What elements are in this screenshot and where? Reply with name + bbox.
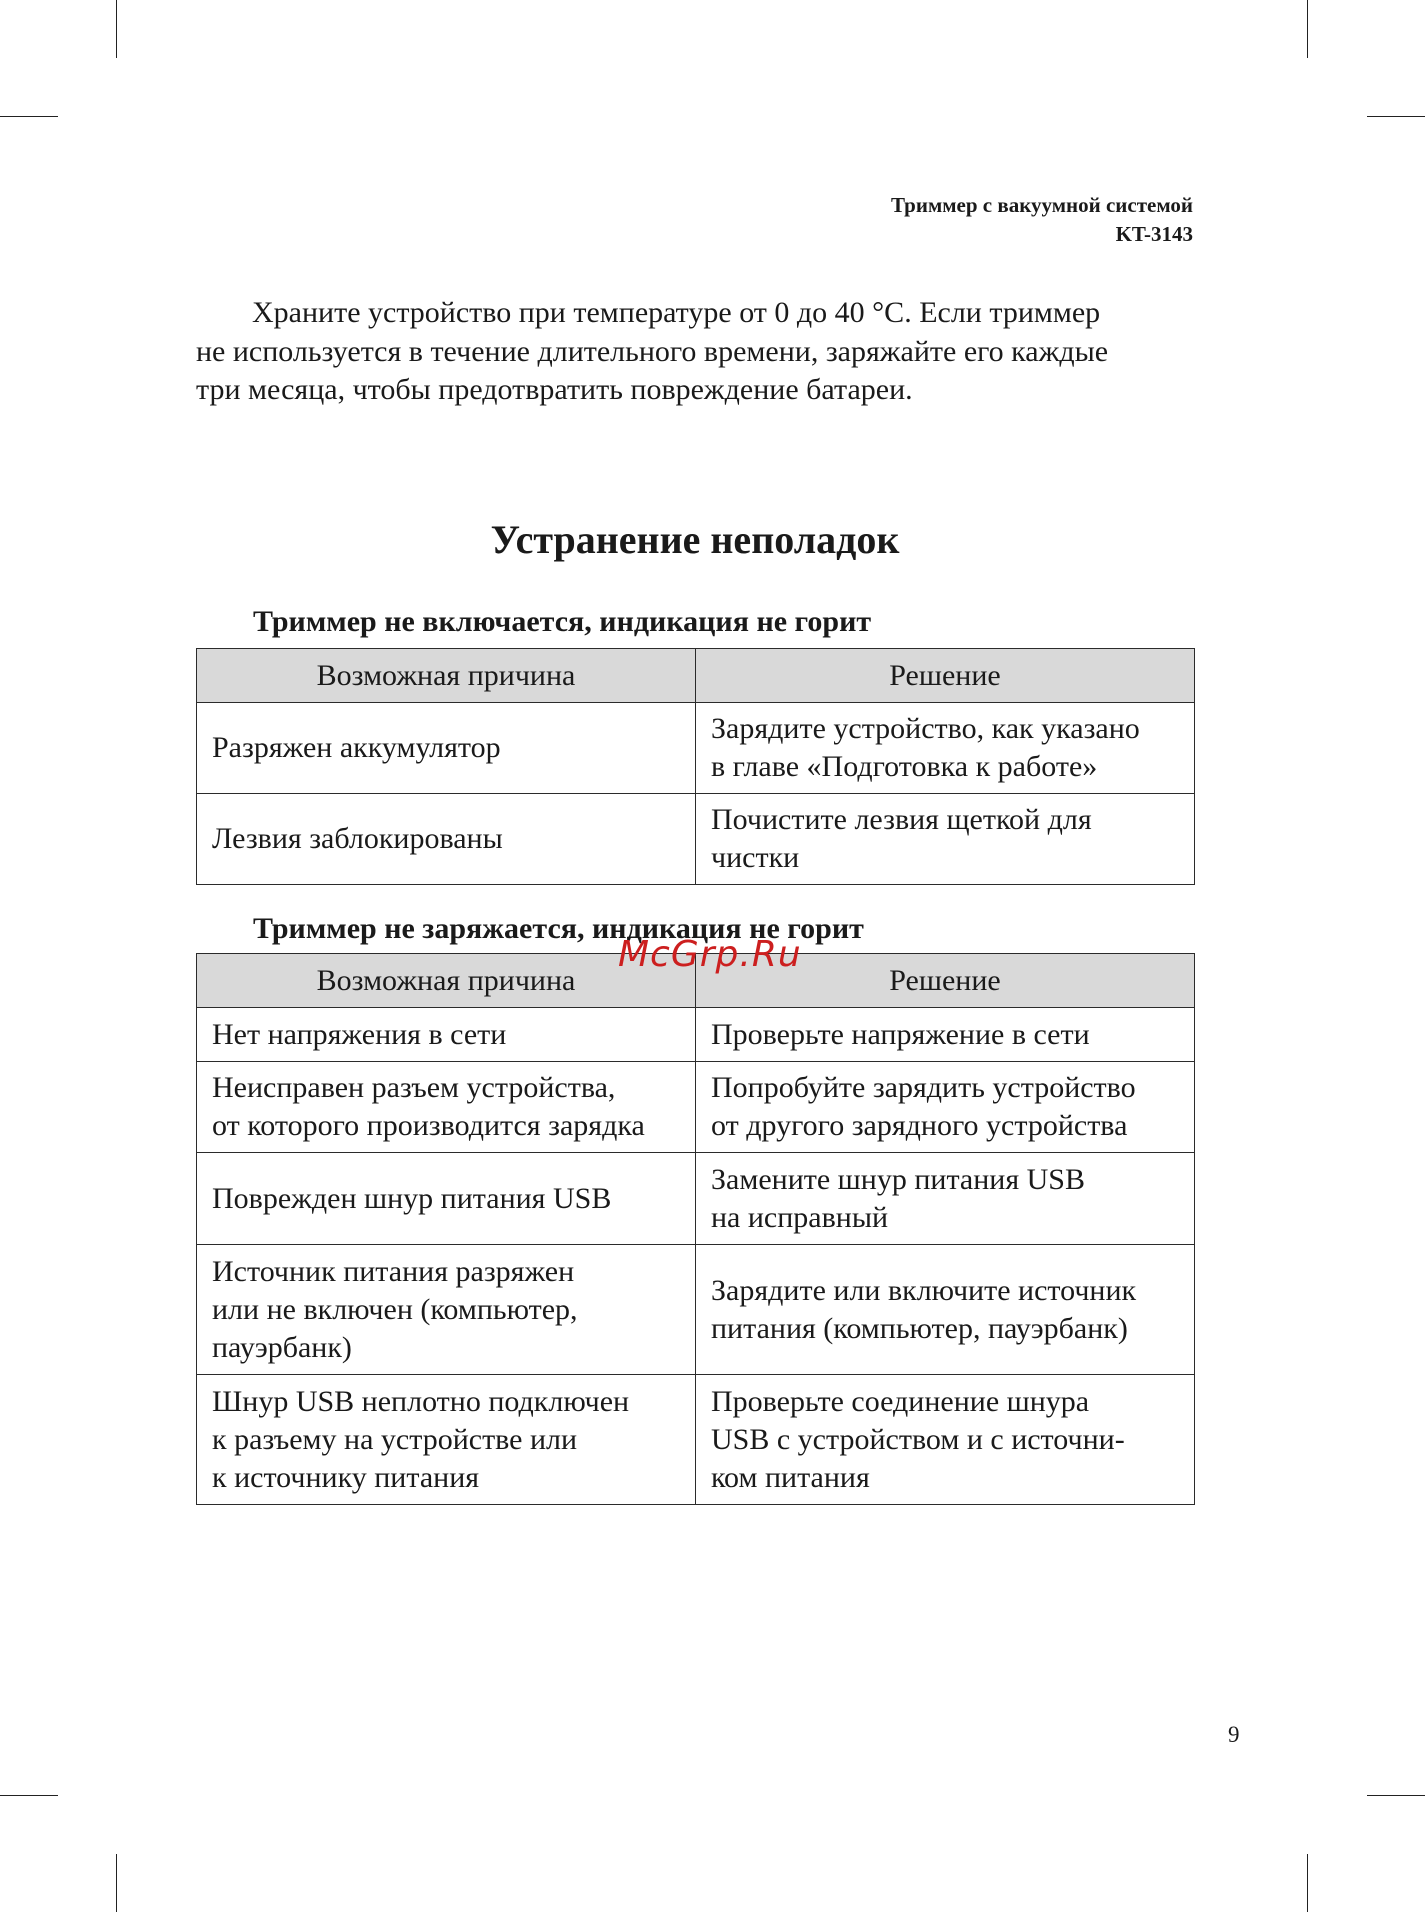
crop-mark [1367, 116, 1425, 117]
cell-line: Зарядите или включите источник [711, 1273, 1137, 1307]
cell-line: Почистите лезвия щеткой для [711, 803, 1092, 836]
intro-line: Храните устройство при температуре от 0 до 40 °C. Если триммер [252, 296, 1101, 329]
troubleshooting-table-charging [196, 953, 1195, 1505]
table-row [197, 703, 1195, 794]
cell-line: Разряжен аккумулятор [212, 731, 501, 764]
intro-paragraph [196, 294, 1196, 410]
cell-line: к источнику питания [212, 1460, 480, 1494]
cause-cell [197, 1245, 696, 1375]
cell-line: чистки [711, 841, 800, 874]
crop-mark [1307, 1854, 1308, 1912]
cause-cell [197, 1153, 696, 1245]
cell-line: Источник питания разряжен [212, 1254, 575, 1288]
cause-cell [197, 1062, 696, 1153]
intro-line: не используется в течение длительного времени, заряжайте его каждые [196, 334, 1109, 368]
cell-line: Проверьте соединение шнура [711, 1384, 1090, 1418]
cell-line: Замените шнур питания USB [711, 1162, 1086, 1196]
section-title: Устранение неполадок [490, 517, 900, 562]
cell-line: Шнур USB неплотно подключен [212, 1384, 630, 1418]
product-title: Триммер с вакуумной системой [890, 193, 1193, 217]
cause-cell [197, 794, 696, 885]
cell-line: Проверьте напряжение в сети [711, 1017, 1090, 1051]
cell-line: к разъему на устройстве или [212, 1422, 578, 1456]
cell-line: USB с устройством и с источни- [711, 1422, 1125, 1456]
crop-mark [0, 116, 58, 117]
column-header-cause: Возможная причина [197, 954, 696, 1008]
solution-cell [696, 1375, 1195, 1505]
crop-mark [1367, 1795, 1425, 1796]
cause-cell [197, 1375, 696, 1505]
table-row [197, 1153, 1195, 1245]
table-row [197, 1008, 1195, 1062]
solution-cell [696, 703, 1195, 794]
product-model: KT-3143 [1115, 222, 1193, 246]
column-header-solution: Решение [696, 649, 1195, 703]
crop-mark [116, 1854, 117, 1912]
cell-line: от другого зарядного устройства [711, 1109, 1128, 1142]
solution-cell [696, 1062, 1195, 1153]
table-row [197, 1062, 1195, 1153]
troubleshooting-table-power [196, 648, 1195, 885]
watermark: McGrp.Ru [618, 934, 802, 975]
cell-line: питания (компьютер, пауэрбанк) [711, 1311, 1128, 1345]
cell-line: в главе «Подготовка к работе» [711, 750, 1098, 783]
cell-line: на исправный [711, 1200, 889, 1234]
table-row [197, 1375, 1195, 1505]
cause-cell [197, 703, 696, 794]
table-row [197, 794, 1195, 885]
cell-line: Неисправен разъем устройства, [212, 1071, 616, 1104]
running-header [891, 191, 1193, 249]
cause-cell [197, 1008, 696, 1062]
table-header-row [197, 649, 1195, 703]
cell-line: Зарядите устройство, как указано [711, 712, 1140, 745]
solution-cell [696, 794, 1195, 885]
column-header-cause: Возможная причина [197, 649, 696, 703]
solution-cell [696, 1245, 1195, 1375]
solution-cell [696, 1008, 1195, 1062]
crop-mark [1307, 0, 1308, 58]
cell-line: от которого производится зарядка [212, 1109, 645, 1142]
column-header-solution: Решение [696, 954, 1195, 1008]
page-number: 9 [1228, 1722, 1240, 1747]
cell-line: Лезвия заблокированы [212, 822, 503, 855]
cell-line: или не включен (компьютер, [212, 1292, 578, 1326]
cell-line: Поврежден шнур питания USB [212, 1181, 612, 1215]
cell-line: Нет напряжения в сети [212, 1017, 507, 1051]
cell-line: пауэрбанк) [212, 1330, 352, 1364]
cell-line: ком питания [711, 1460, 870, 1494]
solution-cell [696, 1153, 1195, 1245]
crop-mark [116, 0, 117, 58]
crop-mark [0, 1795, 58, 1796]
table1-heading: Триммер не включается, индикация не горит [253, 605, 872, 638]
cell-line: Попробуйте зарядить устройство [711, 1071, 1136, 1104]
table-row [197, 1245, 1195, 1375]
intro-line: три месяца, чтобы предотвратить повреждение батареи. [196, 373, 913, 406]
table2-heading: Триммер не заряжается, индикация не горит [253, 912, 864, 945]
